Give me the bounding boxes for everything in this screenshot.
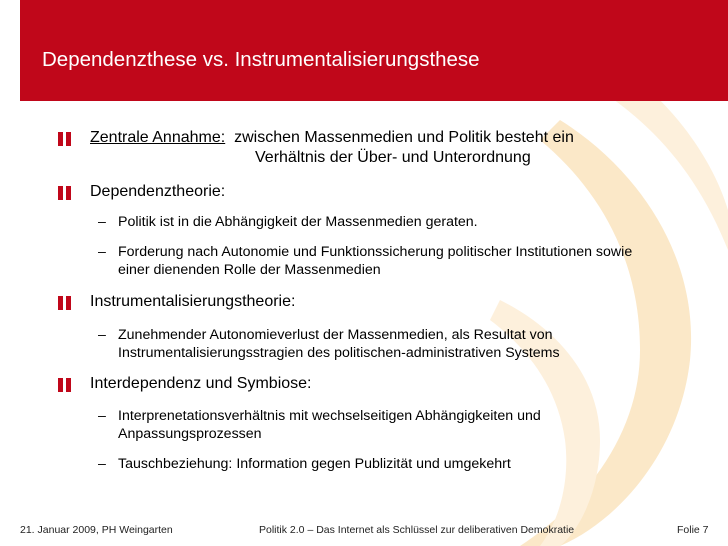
dash-marker: – [98,456,106,472]
bullet-marker-icon [58,378,74,392]
bullet-continuation: Verhältnis der Über- und Unterordnung [255,149,531,166]
sub-item-text: Interprenetationsverhältnis mit wechselseitigen Abhängigkeiten und [118,408,541,424]
sub-item-text: Zunehmender Autonomieverlust der Massenmedien, als Resultat von [118,327,553,343]
sub-item-text: Politik ist in die Abhängigkeit der Massenmedien geraten. [118,214,478,230]
bullet-label: Instrumentalisierungstheorie: [90,293,296,310]
sub-item-text: Anpassungsprozessen [118,426,262,442]
bullet-label: Interdependenz und Symbiose: [90,375,312,392]
sub-item-text: Tauschbeziehung: Information gegen Publizität und umgekehrt [118,456,511,472]
footer-presentation-title: Politik 2.0 – Das Internet als Schlüssel zur deliberativen Demokratie [259,524,575,536]
sub-item-text: einer dienenden Rolle der Massenmedien [118,262,381,278]
slide-title: Dependenzthese vs. Instrumentalisierungsthese [42,48,480,71]
bullet-label: Dependenztheorie: [90,183,226,200]
dash-marker: – [98,244,106,260]
dash-marker: – [98,327,106,343]
dash-marker: – [98,214,106,230]
dash-marker: – [98,408,106,424]
bullet-marker-icon [58,132,74,146]
bullet-text: zwischen Massenmedien und Politik besteht ein [234,129,574,146]
sub-item-text: Instrumentalisierungsstragien des politischen-administrativen Systems [118,345,560,361]
footer-date-location: 21. Januar 2009, PH Weingarten [20,524,173,536]
sub-item-text: Forderung nach Autonomie und Funktionssicherung politischer Institutionen sowie [118,244,633,260]
bullet-label: Zentrale Annahme: [90,129,226,146]
bullet-marker-icon [58,296,74,310]
footer-slide-number: Folie 7 [677,524,709,536]
bullet-marker-icon [58,186,74,200]
